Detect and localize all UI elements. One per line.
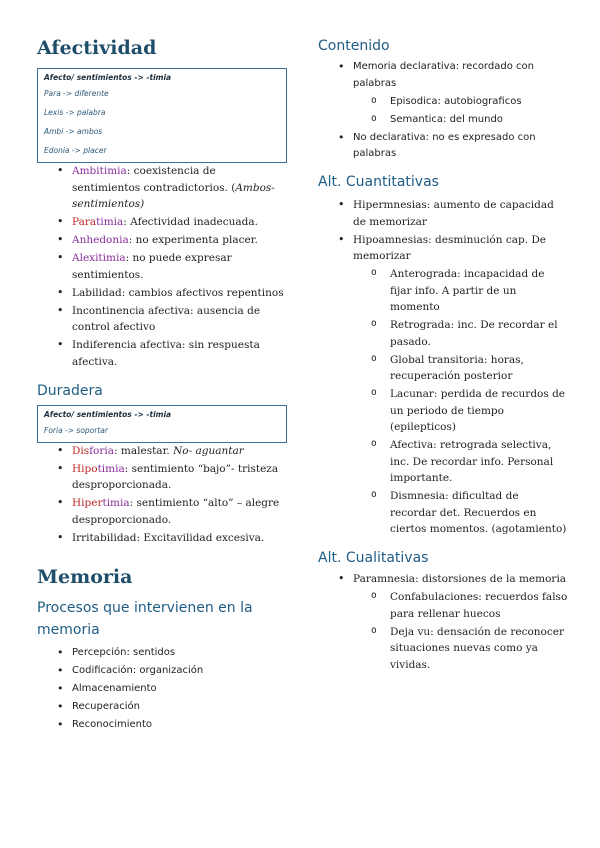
list-item: • Disforia: malestar. No- aguantar [37,443,287,460]
list-item: • Hipertimia: sentimiento “alto” – alegre desproporcionado. [37,495,287,528]
box-line: Lexis -> palabra [44,108,106,117]
sub-item: o Retrograda: inc. De recordar el pasado. [318,317,568,350]
memoria-title: Memoria [37,565,133,588]
list-item: • Percepción: sentidos [37,645,287,662]
afectividad-box [37,68,287,163]
cuantitativas-list [318,197,568,538]
sub-item: o Dismnesia: dificultad de recordar det. Recuerdos en ciertos momentos. (agotamiento) [318,488,568,538]
sub-item: o Lacunar: perdida de recurdos de un periodo de tiempo (epilepticos) [318,386,568,436]
cualitativas-list [318,571,568,673]
cualitativas-title: Alt. Cualitativas [318,550,429,566]
list-item: • Memoria declarativa: recordado con palabras [318,59,568,92]
list-item: • Labilidad: cambios afectivos repentinos [37,285,287,302]
list-item: • Indiferencia afectiva: sin respuesta afectiva. [37,337,287,370]
list-item: • Hipermnesias: aumento de capacidad de memorizar [318,197,568,230]
sub-item: o Anterograda: incapacidad de fijar info. A partir de un momento [318,266,568,316]
list-item: • Paramnesia: distorsiones de la memoria [318,571,568,588]
sub-item: o Episodica: autobiograficos [318,94,568,111]
contenido-list [318,59,568,163]
list-item: • No declarativa: no es expresado con palabras [318,130,568,163]
list-item: • Ambitimia: coexistencia de sentimientos contradictorios. (Ambos- sentimientos) [37,163,287,213]
afectividad-title: Afectividad [37,37,157,59]
list-item: • Paratimia: Afectividad inadecuada. [37,214,287,231]
sub-item: o Afectiva: retrograda selectiva, inc. De recordar info. Personal importante. [318,437,568,487]
list-item: • Almacenamiento [37,681,287,698]
box-line: Edonia -> placer [44,146,107,155]
duradera-box [37,405,287,443]
contenido-title: Contenido [318,38,390,54]
right-column [318,0,568,675]
list-item: • Incontinencia afectiva: ausencia de control afectivo [37,303,287,336]
duradera-list [37,443,287,547]
cuantitativas-title: Alt. Cuantitativas [318,174,439,190]
afectividad-list [37,163,287,370]
list-item: • Alexitimia: no puede expresar sentimientos. [37,250,287,283]
sub-item: o Deja vu: densación de reconocer situaciones nuevas como ya vividas. [318,624,568,674]
list-item: • Irritabilidad: Excitavilidad excesiva. [37,530,287,547]
list-item: • Codificación: organización [37,663,287,680]
box-line: Foria -> soportar [44,425,108,435]
list-item: • Recuperación [37,699,287,716]
procesos-list [37,645,287,734]
list-item: • Hipoamnesias: desminución cap. De memorizar [318,232,568,265]
procesos-title: Procesos que intervienen en la memoria [37,599,253,638]
box-line: Ambi -> ambos [44,127,103,136]
sub-item: o Global transitoria: horas, recuperación posterior [318,352,568,385]
sub-item: o Semantica: del mundo [318,112,568,129]
sub-item: o Confabulaciones: recuerdos falso para rellenar huecos [318,589,568,622]
box-head: Afecto/ sentimientos -> -timia [44,73,172,82]
list-item: • Anhedonia: no experimenta placer. [37,232,287,249]
box-line: Para -> diferente [44,89,109,98]
list-item: • Reconocimiento [37,717,287,734]
duradera-title: Duradera [37,382,103,399]
list-item: • Hipotimia: sentimiento “bajo”- tristeza desproporcionada. [37,461,287,494]
box-head: Afecto/ sentimientos -> -timia [44,409,172,419]
left-column [37,0,287,735]
